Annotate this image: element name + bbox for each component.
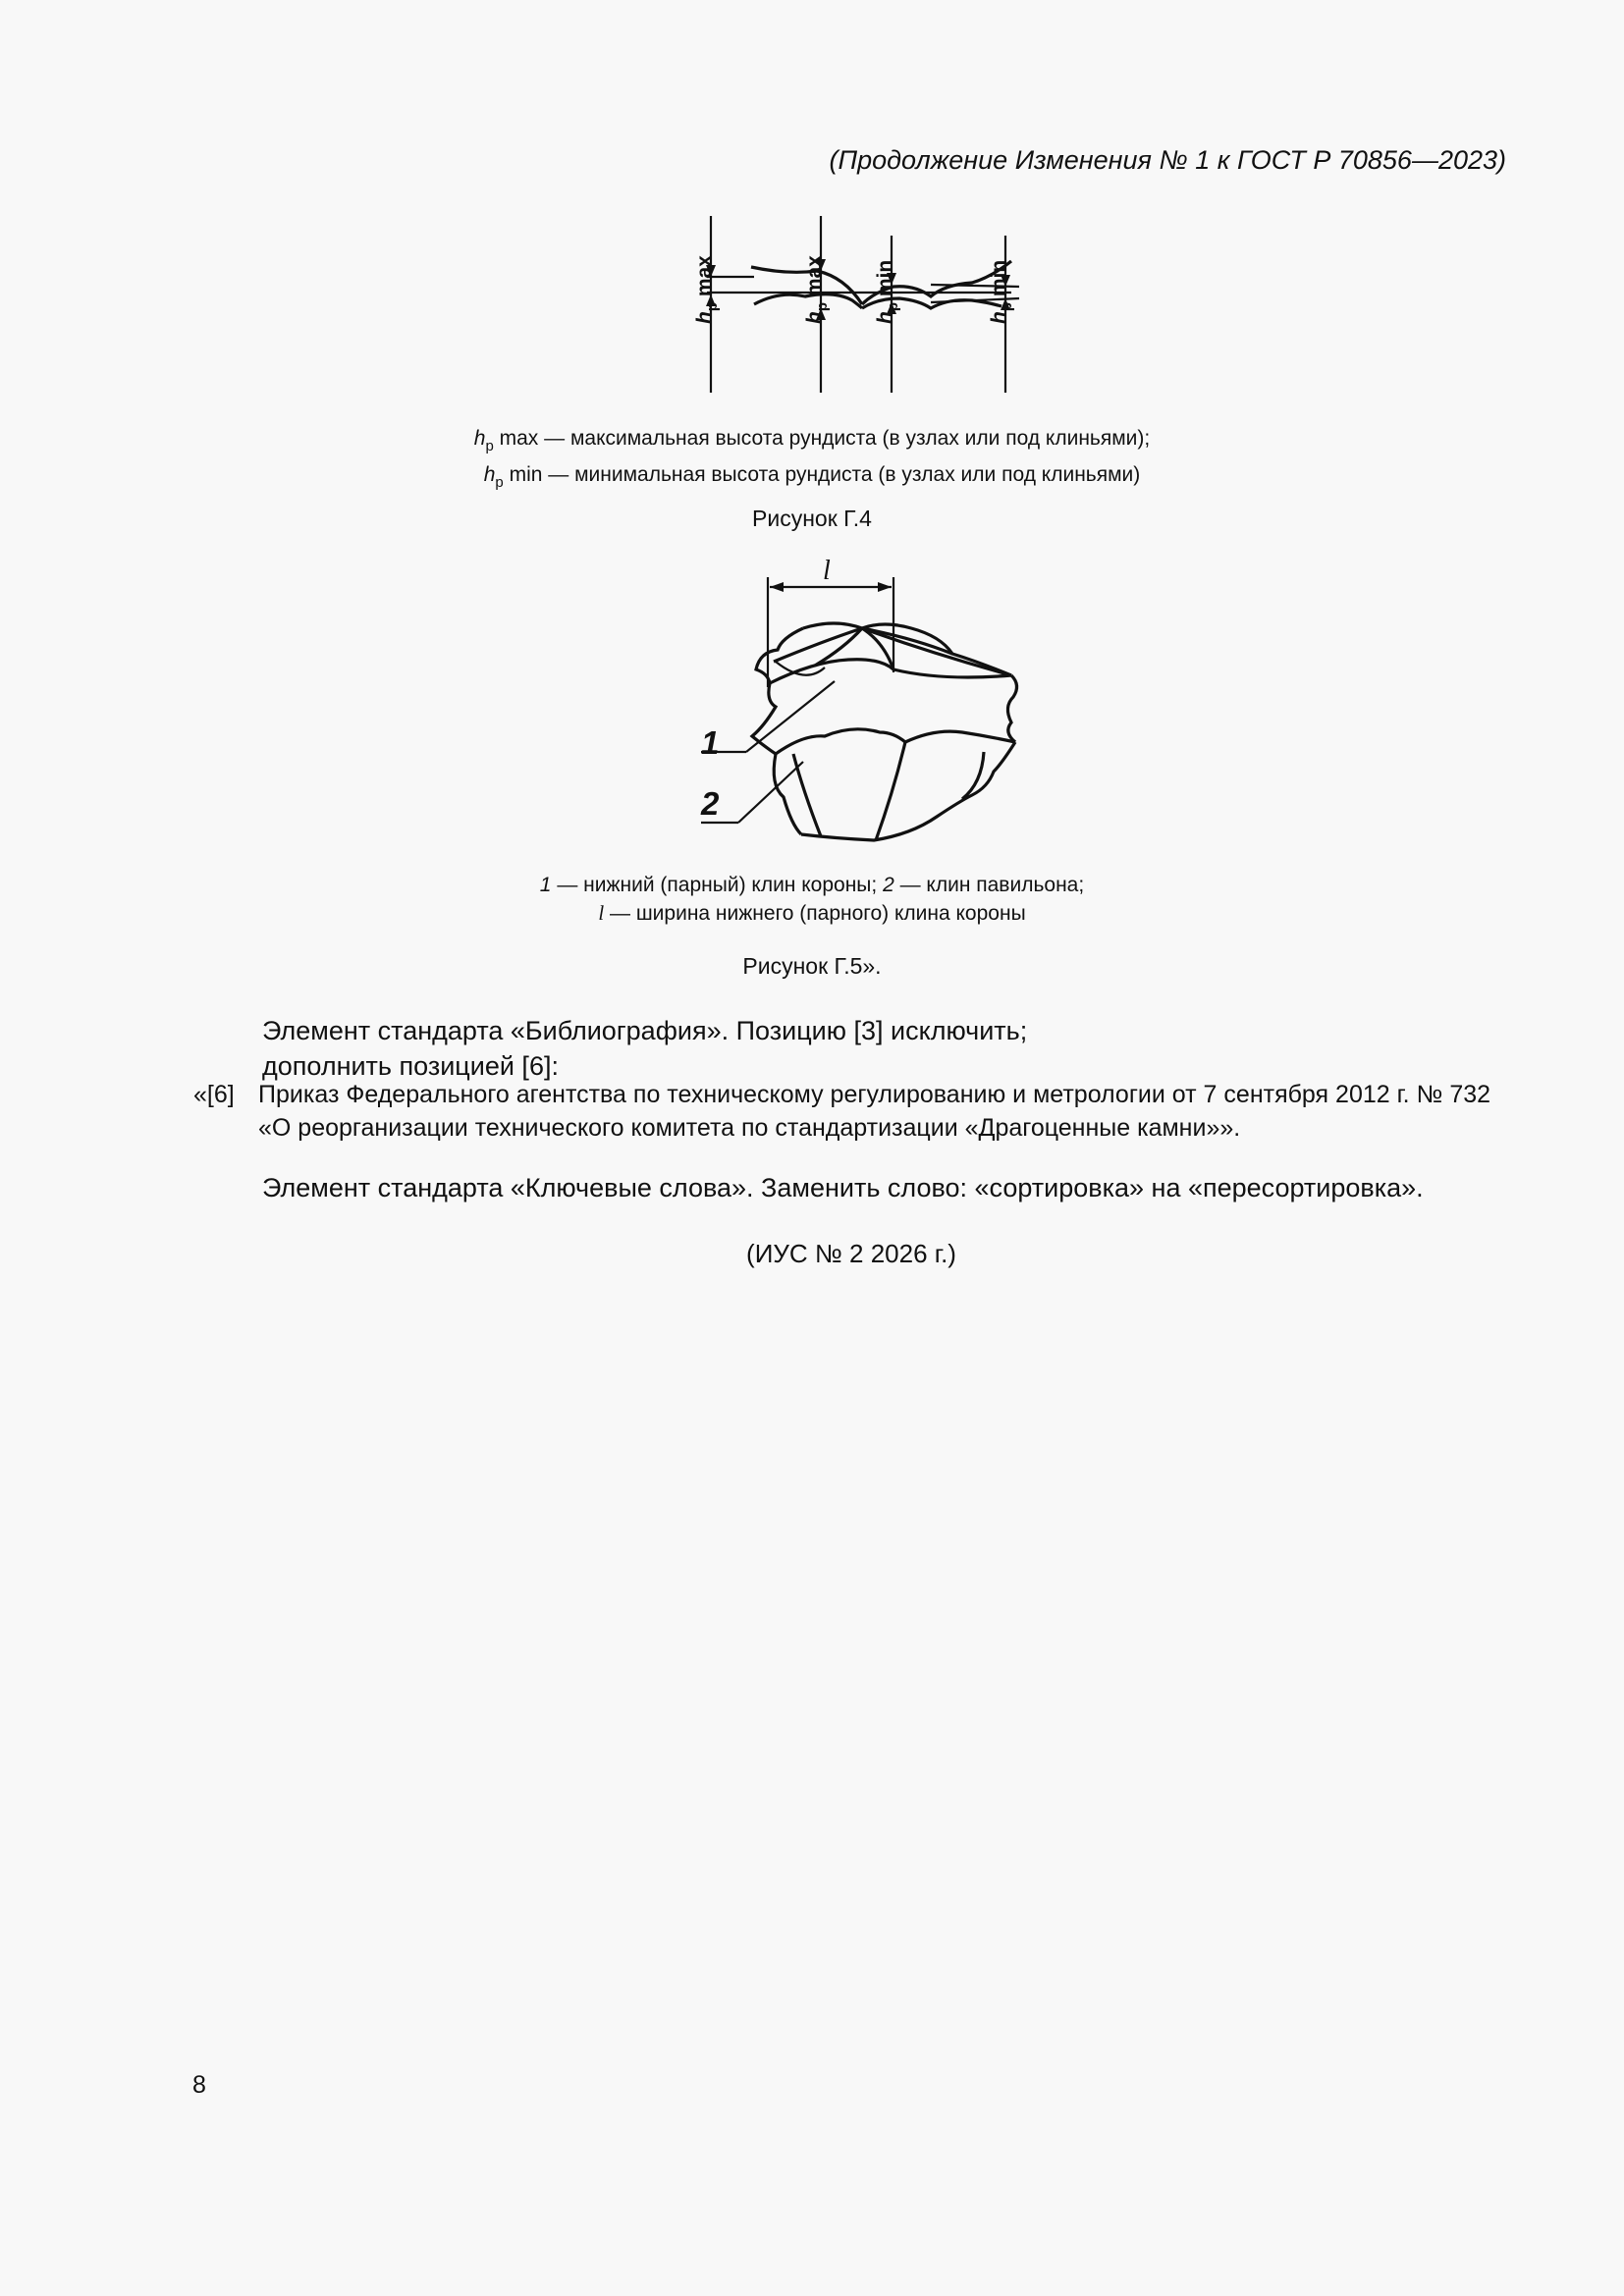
callout-leaders [701,681,835,823]
dim-label-hp-min-1: $h_p$ min [874,259,901,324]
figure-g4-caption: Рисунок Г.4 [752,506,872,531]
document-header: (Продолжение Изменения № 1 к ГОСТ Р 70856—2023) [829,145,1506,175]
figure-g5-caption: Рисунок Г.5». [742,953,882,979]
reference-line-1: Приказ Федерального агентства по техническому регулированию и метрологии от 7 сентября 2012 г. № 732 [258,1081,1491,1108]
figure-g5-drawing [687,560,1041,854]
keywords-instruction: Элемент стандарта «Ключевые слова». Заменить слово: «сортировка» на «пересортировка». [262,1173,1424,1202]
legend-line-wedges: 1 — нижний (парный) клин короны; 2 — клин павильона; [539,874,1085,896]
legend-line-hp-max: $h_p$ max — максимальная высота рундиста (в узлах или под клиньями); [473,427,1151,454]
legend-line-hp-min: $h_p$ min — минимальная высота рундиста (в узлах или под клиньями) [483,463,1141,491]
dim-label-hp-max-1: $h_p$ max [693,255,721,324]
legend-line-width: l — ширина нижнего (парного) клина короны [598,901,1026,925]
page-number: 8 [192,2071,206,2099]
figure-g5-callout-2: 2 [701,785,720,822]
reference-entry [258,1078,1515,1145]
figure-g5-callout-1: 1 [701,724,720,761]
dim-label-hp-min-2: $h_p$ min [988,259,1015,324]
figure-g5-width-label: l [823,556,831,586]
ius-reference: (ИУС № 2 2026 г.) [746,1239,956,1268]
bibliography-line-2: дополнить позицией [6]: [262,1051,559,1081]
figure-g4-drawing [677,206,1031,402]
girdle-profile [707,261,1019,308]
reference-marker: «[6] [193,1081,235,1108]
reference-line-2: «О реорганизации технического комитета по стандартизации «Драгоценные камни»». [258,1114,1241,1142]
bibliography-line-1: Элемент стандарта «Библиография». Позицию [3] исключить; [262,1016,1028,1045]
dim-label-hp-max-2: $h_p$ max [803,255,831,324]
figure-g4-legend [0,424,1624,497]
bibliography-instruction [262,1013,1027,1084]
figure-g5-legend [0,871,1624,928]
